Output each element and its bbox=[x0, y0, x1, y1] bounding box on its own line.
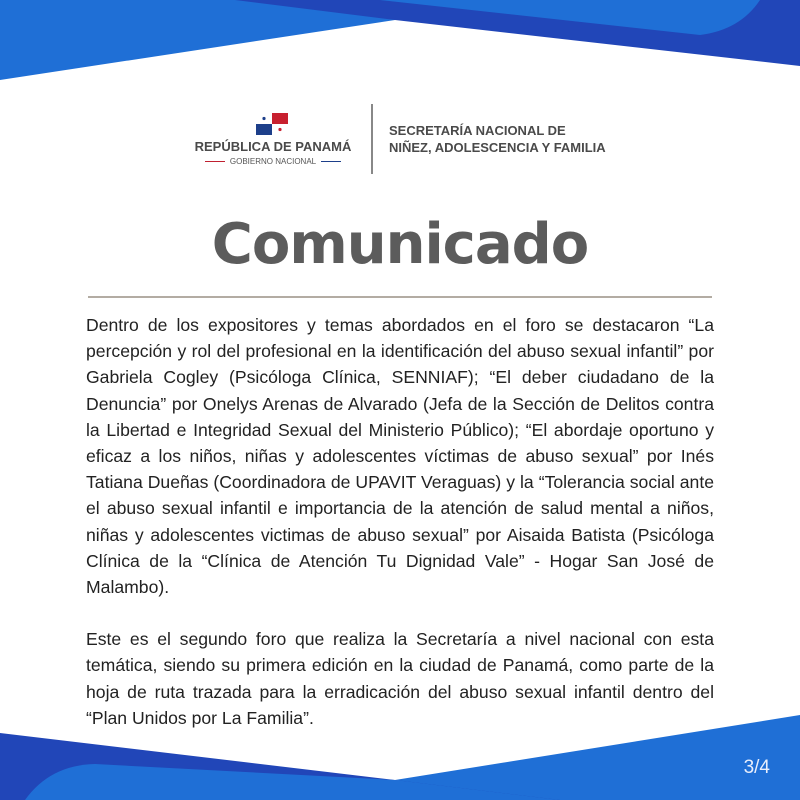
secretariat-name bbox=[389, 122, 606, 156]
page-title: Comunicado bbox=[211, 212, 589, 277]
paragraph: Dentro de los expositores y temas abordados en el foro se destacaron “La percepción y rol del profesional en la identificación del abuso sexual infantil” por Gabriela Cogley (Psicóloga Clínica, SENNIAF); “El deber ciudadano de la Denuncia” por Onelys Arenas de Alvarado (Jefa de la Sección de Delitos contra la Libertad e Integridad Sexual del Ministerio Público); “El abordaje oportuno y eficaz a los niños, niñas y adolescentes víctimas de abuso sexual” por Inés Tatiana Dueñas (Coordinadora de UPAVIT Veraguas) y la “Tolerancia social ante el abuso sexual infantil e importancia de la atención de salud mental a niños, niñas y adolescentes victimas de abuso sexual” por Aisaida Batista (Psicóloga Clínica de la “Clínica de Atención Tu Dignidad Vale” - Hogar San José de Malambo). bbox=[86, 315, 714, 598]
country-name: REPÚBLICA DE PANAMÁ bbox=[194, 139, 352, 154]
header-divider bbox=[371, 104, 373, 174]
secretariat-line-1: SECRETARÍA NACIONAL DE bbox=[389, 123, 566, 138]
communique-body bbox=[86, 312, 714, 757]
title-divider bbox=[88, 296, 712, 298]
top-wave-decoration bbox=[0, 0, 800, 100]
panama-flag-icon bbox=[256, 113, 288, 135]
secretariat-line-2: NIÑEZ, ADOLESCENCIA Y FAMILIA bbox=[389, 140, 606, 155]
page-indicator: 3/4 bbox=[743, 757, 770, 778]
paragraph: Este es el segundo foro que realiza la Secretaría a nivel nacional con esta temática, siendo su primera edición en la ciudad de Panamá, como parte de la hoja de ruta trazada para la erradicación del abuso sexual infantil dentro del “Plan Unidos por La Familia”. bbox=[86, 629, 714, 728]
government-label: GOBIERNO NACIONAL bbox=[163, 157, 383, 167]
